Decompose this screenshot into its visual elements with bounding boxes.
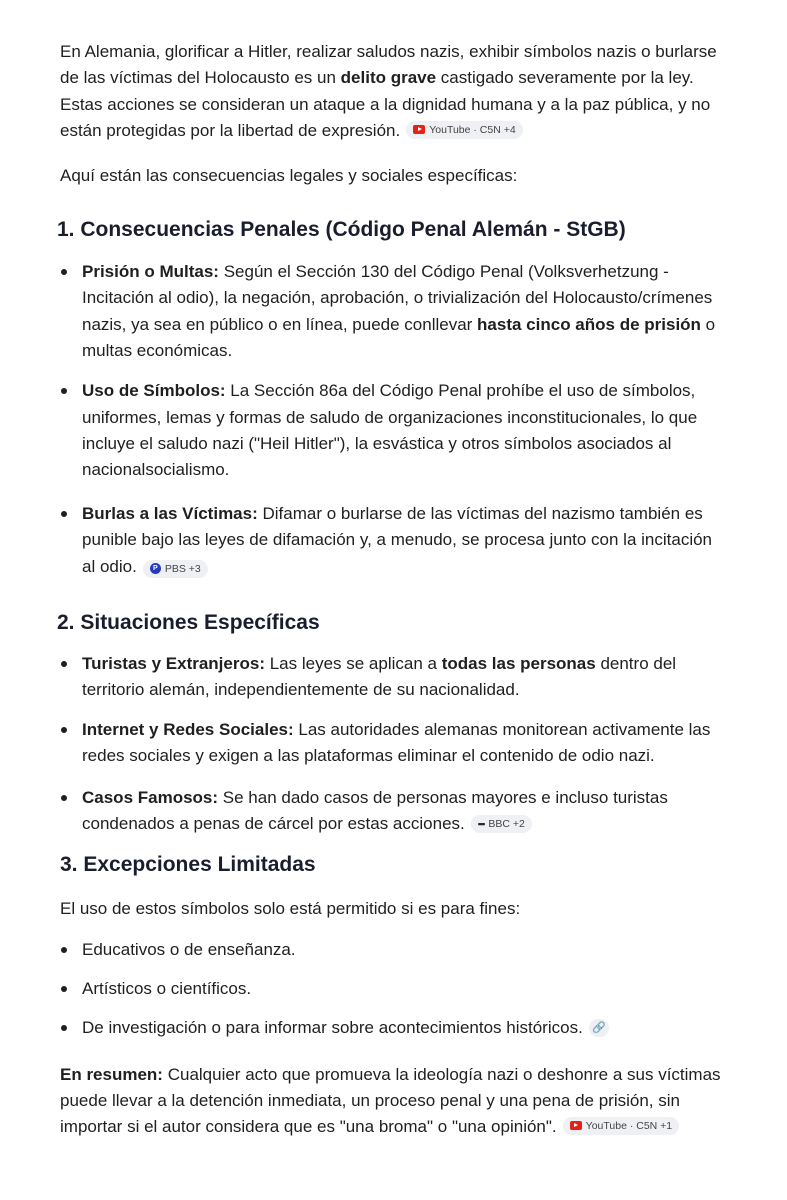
summary-line-1: En resumen: Cualquier acto que promueva la ideología nazi o deshonre a sus víctimas <box>60 1065 721 1084</box>
source-chip-label: YouTube · C5N +1 <box>585 1119 673 1132</box>
bullet-prision-line-4: multas económicas. <box>82 341 233 360</box>
bbc-icon: ▪▪▪ <box>477 819 485 829</box>
section-heading-penales: 1. Consecuencias Penales (Código Penal Alemán - StGB) <box>57 218 626 241</box>
bullet-casos-line-2: condenados a penas de cárcel por estas acciones. ▪▪▪ BBC +2 <box>82 811 532 837</box>
bullet-burlas-line-1: Burlas a las Víctimas: Difamar o burlarse de las víctimas del nazismo también es <box>82 504 703 523</box>
source-chip-youtube[interactable] <box>406 121 523 139</box>
bullet-prision-line-3: nazis, ya sea en público o en línea, puede conllevar hasta cinco años de prisión o <box>82 315 716 334</box>
bullet-dot <box>61 269 67 275</box>
link-icon[interactable]: 🔗 <box>589 1019 609 1037</box>
source-chip-bbc[interactable] <box>471 815 532 833</box>
bullet-dot <box>61 1025 67 1031</box>
excepciones-intro: El uso de estos símbolos solo está permitido si es para fines: <box>60 899 521 918</box>
bullet-internet-line-1: Internet y Redes Sociales: Las autoridades alemanas monitorean activamente las <box>82 720 711 739</box>
intro-line-3: Estas acciones se consideran un ataque a la dignidad humana y a la paz pública, y no <box>60 95 711 114</box>
intro-line-2: de las víctimas del Holocausto es un delito grave castigado severamente por la ley. <box>60 68 694 87</box>
section-heading-excepciones: 3. Excepciones Limitadas <box>60 853 316 876</box>
source-chip-label: PBS +3 <box>164 562 201 575</box>
list-item: Educativos o de enseñanza. <box>82 940 296 959</box>
intro-line-4: están protegidas por la libertad de expresión. YouTube · C5N +4 <box>60 118 523 144</box>
bullet-dot <box>61 388 67 394</box>
bullet-simbolos-line-2: uniformes, lemas y formas de saludo de organizaciones inconstitucionales, lo que <box>82 408 698 427</box>
bullet-dot <box>61 947 67 953</box>
intro-line-1: En Alemania, glorificar a Hitler, realizar saludos nazis, exhibir símbolos nazis o burlarse <box>60 42 717 61</box>
summary-line-3: importar si el autor considera que es "una broma" o "una opinión". YouTube · C5N +1 <box>60 1114 679 1140</box>
bullet-internet-line-2: redes sociales y exigen a las plataformas eliminar el contenido de odio nazi. <box>82 746 655 765</box>
bullet-simbolos-line-1: Uso de Símbolos: La Sección 86a del Código Penal prohíbe el uso de símbolos, <box>82 381 696 400</box>
bullet-prision-line-2: Incitación al odio), la negación, aprobación, o trivialización del Holocausto/crímenes <box>82 288 713 307</box>
bullet-dot <box>61 795 67 801</box>
bullet-simbolos-line-4: nacionalsocialismo. <box>82 460 230 479</box>
bullet-turistas-line-1: Turistas y Extranjeros: Las leyes se aplican a todas las personas dentro del <box>82 654 677 673</box>
list-item-with-link: De investigación o para informar sobre acontecimientos históricos. 🔗 <box>82 1015 609 1041</box>
bullet-dot <box>61 727 67 733</box>
source-chip-label: YouTube · C5N +4 <box>429 123 516 136</box>
section-heading-situaciones: 2. Situaciones Específicas <box>57 611 320 634</box>
bullet-prision-line-1: Prisión o Multas: Según el Sección 130 del Código Penal (Volksverhetzung - <box>82 262 669 281</box>
bullet-dot <box>61 986 67 992</box>
bullet-burlas-line-3: al odio. P PBS +3 <box>82 554 208 580</box>
pbs-icon: P <box>150 563 161 574</box>
youtube-icon <box>570 1121 582 1130</box>
bullet-turistas-line-2: territorio alemán, independientemente de su nacionalidad. <box>82 680 520 699</box>
source-chip-youtube[interactable] <box>563 1117 680 1135</box>
source-chip-pbs[interactable] <box>143 560 208 578</box>
bullet-burlas-line-2: punible bajo las leyes de difamación y, a menudo, se procesa junto con la incitación <box>82 530 713 549</box>
list-item: Artísticos o científicos. <box>82 979 252 998</box>
summary-line-2: puede llevar a la detención inmediata, un proceso penal y una pena de prisión, sin <box>60 1091 680 1110</box>
bullet-dot <box>61 661 67 667</box>
emphasis-text: delito grave <box>340 68 437 87</box>
youtube-icon <box>413 125 425 134</box>
bullet-dot <box>61 511 67 517</box>
bullet-casos-line-1: Casos Famosos: Se han dado casos de personas mayores e incluso turistas <box>82 788 668 807</box>
source-chip-label: BBC +2 <box>488 818 525 830</box>
lead-text: Aquí están las consecuencias legales y sociales específicas: <box>60 166 518 185</box>
bullet-simbolos-line-3: incluye el saludo nazi ("Heil Hitler"), la esvástica y otros símbolos asociados al <box>82 434 672 453</box>
